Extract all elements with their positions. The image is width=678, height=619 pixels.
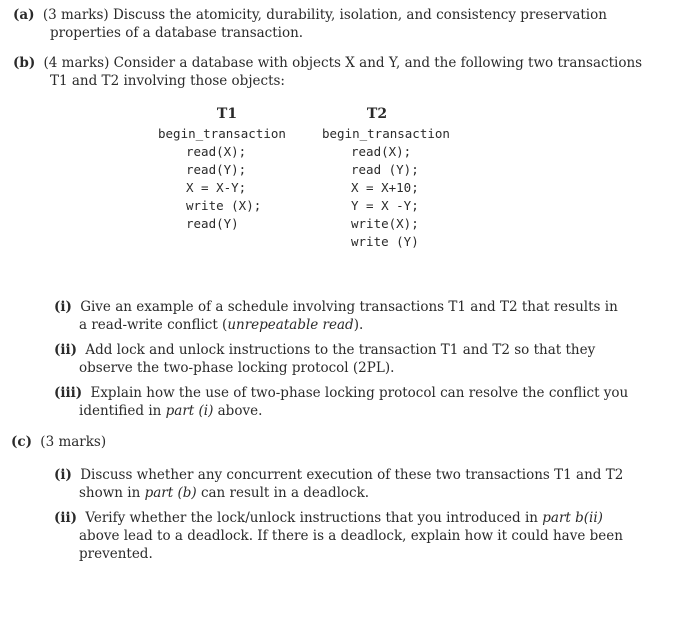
part-b-ii-label: (ii) — [54, 342, 78, 358]
part-a-text-1: (3 marks) Discuss the atomicity, durability, isolation, and consistency preservation — [42, 7, 607, 23]
part-c-line1 — [11, 433, 106, 452]
part-c-i-line2 — [79, 484, 369, 503]
t2-line: write (Y) — [351, 234, 419, 249]
part-b-iii-text-1: Explain how the use of two-phase locking protocol can resolve the conflict you — [90, 385, 629, 401]
part-b-iii-label: (iii) — [54, 385, 83, 401]
part-b-ii-line1 — [54, 341, 595, 360]
t1-header: T1 — [216, 106, 238, 122]
part-a-text-2: properties of a database transaction. — [50, 25, 304, 41]
part-c-i-label: (i) — [54, 467, 72, 483]
t1-line: read(Y) — [186, 216, 239, 231]
t2-header: T2 — [366, 106, 388, 122]
part-c-label: (c) — [11, 434, 32, 450]
part-b-ii-text-1: Add lock and unlock instructions to the transaction T1 and T2 so that they — [85, 342, 596, 358]
part-c-ii-text-1a: Verify whether the lock/unlock instructions that you introduced in — [85, 510, 543, 526]
part-b-i-text-2c: ). — [353, 317, 364, 333]
t2-line-begin: begin_transaction — [322, 126, 450, 141]
t2-line: X = X+10; — [351, 180, 419, 195]
t1-line: read(Y); — [186, 162, 247, 177]
part-c-ii-label: (ii) — [54, 510, 78, 526]
part-b-text-1: (4 marks) Consider a database with objects X and Y, and the following two transactions — [43, 55, 643, 71]
t2-line: read (Y); — [351, 162, 419, 177]
part-c-marks: (3 marks) — [40, 434, 107, 450]
t2-line: Y = X -Y; — [351, 198, 419, 213]
part-c-i-text-2a: shown in — [79, 485, 145, 501]
part-c-i-text-1: Discuss whether any concurrent execution of these two transactions T1 and T2 — [80, 467, 624, 483]
part-c-i-text-2c: can result in a deadlock. — [196, 485, 370, 501]
t1-line: write (X); — [186, 198, 262, 213]
part-a-line1 — [13, 6, 607, 25]
t2-line: write(X); — [351, 216, 419, 231]
part-c-ii-text-3: prevented. — [79, 546, 153, 562]
part-b-iii-line1 — [54, 384, 628, 403]
part-b-iii-text-2b: part (i) — [165, 403, 214, 419]
part-c-ii-line1 — [54, 509, 603, 528]
part-c-i-text-2b: part (b) — [144, 485, 197, 501]
part-b-iii-text-2c: above. — [213, 403, 263, 419]
part-b-ii-text-2: observe the two-phase locking protocol (2PL). — [79, 360, 395, 376]
part-b-i-label: (i) — [54, 299, 72, 315]
part-b-i-text-1: Give an example of a schedule involving transactions T1 and T2 that results in — [80, 299, 618, 315]
part-b-line1 — [13, 54, 642, 73]
part-b-i-text-2a: a read-write conflict ( — [79, 317, 228, 333]
part-a-label: (a) — [13, 7, 35, 23]
part-b-label: (b) — [13, 55, 36, 71]
t1-line: X = X-Y; — [186, 180, 247, 195]
t2-line: read(X); — [351, 144, 412, 159]
part-c-ii-text-1b: part b(ii) — [542, 510, 603, 526]
part-b-iii-line2 — [79, 402, 262, 421]
part-b-i-line2 — [79, 316, 363, 335]
t1-line-begin: begin_transaction — [158, 126, 286, 141]
part-b-text-2: T1 and T2 involving those objects: — [50, 73, 285, 89]
part-c-ii-text-2: above lead to a deadlock. If there is a deadlock, explain how it could have been — [79, 528, 623, 544]
part-b-i-line1 — [54, 298, 618, 317]
part-b-iii-text-2a: identified in — [79, 403, 166, 419]
part-c-i-line1 — [54, 466, 623, 485]
t1-line: read(X); — [186, 144, 247, 159]
part-b-i-text-2b: unrepeatable read — [227, 317, 354, 333]
